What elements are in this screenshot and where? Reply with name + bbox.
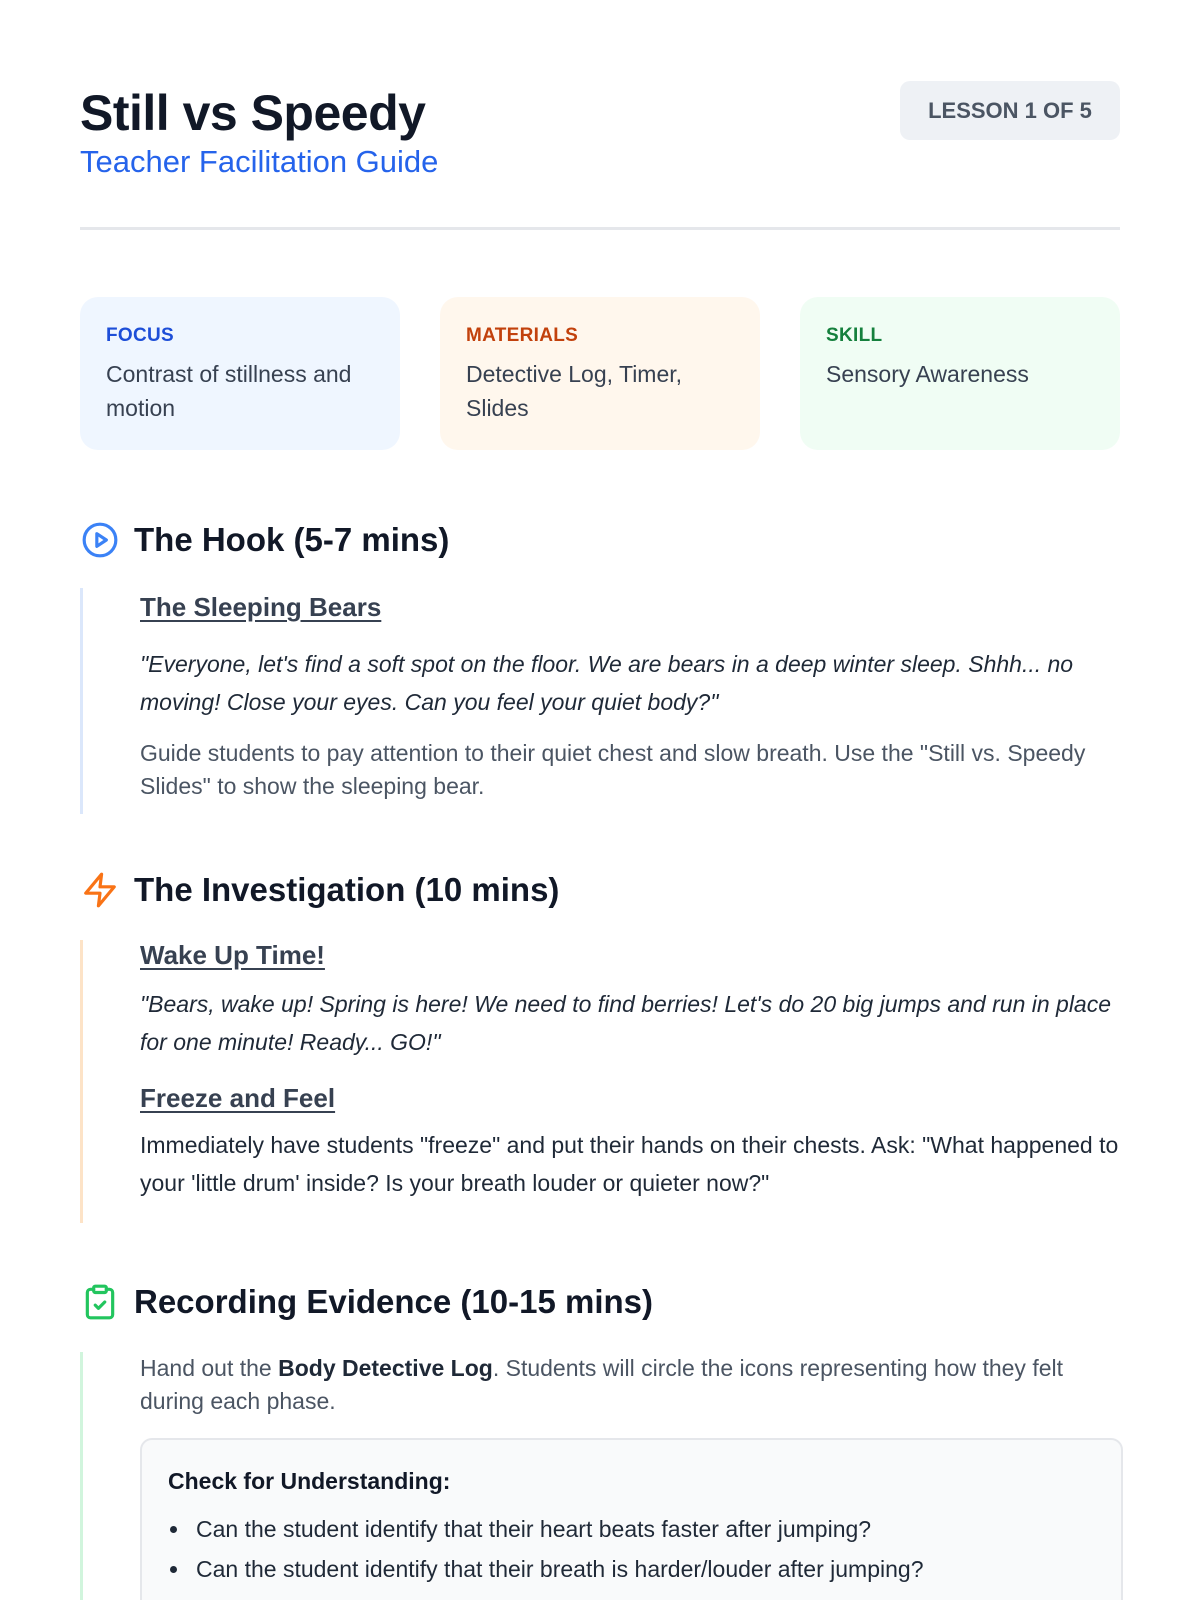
- materials-card: [440, 297, 760, 450]
- recording-intro-before: Hand out the: [140, 1355, 279, 1381]
- skill-value: Sensory Awareness: [826, 361, 1029, 387]
- investigation-heading: The Investigation (10 mins): [134, 871, 560, 908]
- header-divider: [80, 227, 1120, 230]
- hook-section-heading: [80, 518, 449, 562]
- skill-label: SKILL: [826, 325, 883, 346]
- page-header: [80, 78, 1120, 188]
- skill-card: [800, 297, 1120, 450]
- clipboard-check-icon: [80, 1282, 120, 1322]
- list-item: Can the student identify that their breath is harder/louder after jumping?: [168, 1549, 1095, 1589]
- check-title: Check for Understanding:: [168, 1468, 451, 1494]
- hook-quote: "Everyone, let's find a soft spot on the floor. We are bears in a deep winter sleep. Shhh... no moving! Close your eyes. Can you feel your quiet body?": [140, 651, 1074, 715]
- investigation-section-heading: [80, 868, 559, 912]
- focus-label: FOCUS: [106, 325, 174, 346]
- recording-section-body: [80, 1352, 1120, 1600]
- freeze-feel-subtitle: Freeze and Feel: [140, 1083, 336, 1113]
- check-for-understanding-box: [140, 1438, 1123, 1600]
- freeze-feel-instruction: Immediately have students "freeze" and put their hands on their chests. Ask: "What happened to your 'little drum' inside? Is your breath louder or quieter now?": [140, 1132, 1119, 1196]
- focus-value: Contrast of stillness and motion: [106, 361, 352, 421]
- wake-up-subtitle: Wake Up Time!: [140, 940, 325, 970]
- focus-card: [80, 297, 400, 450]
- materials-value: Detective Log, Timer, Slides: [466, 361, 683, 421]
- hook-heading: The Hook (5-7 mins): [134, 521, 450, 558]
- body-detective-log-emphasis: Body Detective Log: [278, 1355, 493, 1381]
- lesson-badge: LESSON 1 OF 5: [900, 81, 1120, 140]
- recording-heading: Recording Evidence (10-15 mins): [134, 1283, 653, 1320]
- lesson-guide-page: [80, 0, 1120, 1600]
- investigation-section-body: [80, 940, 1120, 1223]
- list-item: Can the student identify that their heart beats faster after jumping?: [168, 1509, 1095, 1549]
- recording-intro-after: . Students will circle the icons representing how they felt during each phase.: [140, 1355, 1063, 1414]
- wake-up-quote: "Bears, wake up! Spring is here! We need to find berries! Let's do 20 big jumps and run in place for one minute! Ready... GO!": [140, 991, 1112, 1055]
- lightning-icon: [80, 870, 120, 910]
- page-subtitle: Teacher Facilitation Guide: [80, 144, 439, 179]
- recording-section-heading: [80, 1280, 653, 1324]
- hook-section-body: [80, 588, 1120, 814]
- page-title: Still vs Speedy: [80, 85, 426, 141]
- check-list: [168, 1509, 1095, 1589]
- materials-label: MATERIALS: [466, 325, 579, 346]
- hook-subtitle: The Sleeping Bears: [140, 592, 382, 622]
- recording-intro: [140, 1352, 1120, 1418]
- hook-note: Guide students to pay attention to their quiet chest and slow breath. Use the "Still vs. Speedy Slides" to show the sleeping bear.: [140, 740, 1086, 799]
- play-circle-icon: [80, 520, 120, 560]
